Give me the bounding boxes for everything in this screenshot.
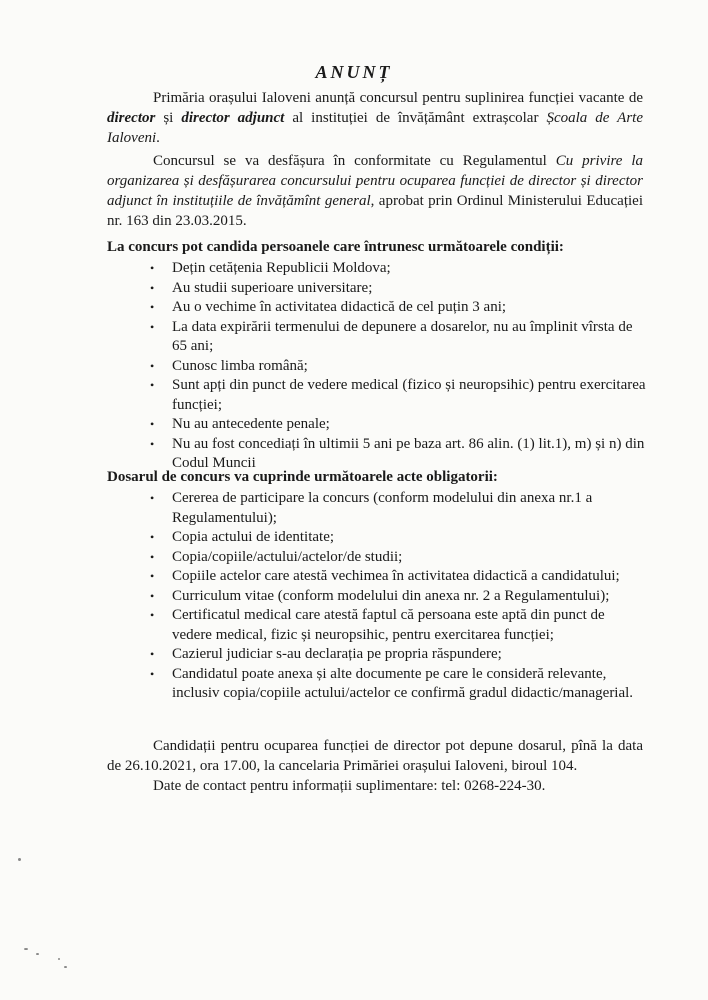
bullet-icon: • [150, 261, 155, 275]
list-item [146, 489, 646, 528]
list-item-text: Cunosc limba română; [172, 357, 308, 374]
list-item-text: Nu au antecedente penale; [172, 416, 330, 432]
list-item-text: Cererea de participare la concurs (conform modelului din anexa nr.1 a Regulamentului); [172, 490, 593, 526]
conditions-heading: La concurs pot candida persoanele care întrunesc următoarele condiții: [107, 239, 564, 255]
list-item [146, 645, 646, 665]
bullet-icon: • [150, 300, 155, 314]
list-item-text: Au studii superioare universitare; [172, 279, 373, 296]
list-item-text: Au o vechime în activitatea didactică de cel puțin 3 ani; [172, 299, 507, 315]
emphasis-italic: Școala de Arte Ialoveni [107, 110, 643, 146]
list-item [146, 298, 646, 318]
list-item-text: Nu au fost concediați în ultimii 5 ani pe baza art. 86 alin. (1) lit.1), m) și n) din Codul Muncii [172, 435, 645, 471]
bullet-icon: • [150, 608, 155, 622]
bullet-icon: • [150, 436, 155, 451]
bullet-icon: • [150, 280, 155, 295]
text-run: . [156, 130, 160, 146]
bullet-icon: • [150, 647, 155, 661]
list-item-text: Cazierul judiciar s-au declarația pe propria răspundere; [172, 646, 502, 662]
list-item [146, 528, 646, 548]
bullet-icon: • [150, 549, 155, 564]
text-run: al instituției de învățământ extrașcolar [284, 110, 547, 126]
list-item [146, 606, 646, 645]
bullet-icon: • [150, 358, 155, 373]
list-item-text: Copia/copiile/actului/actelor/de studii; [172, 548, 403, 565]
scan-speck [36, 953, 39, 955]
list-item [146, 259, 646, 279]
bullet-icon: • [150, 417, 155, 431]
emphasis-bold-italic: director adjunct [181, 110, 285, 126]
list-item [146, 415, 646, 435]
contact-paragraph: Date de contact pentru informații suplimentare: tel: 0268-224-30. [153, 778, 546, 794]
bullet-icon: • [150, 530, 155, 544]
bullet-icon: • [150, 319, 155, 334]
scan-speck [18, 858, 21, 861]
list-item [146, 548, 646, 568]
list-item-text: Curriculum vitae (conform modelului din anexa nr. 2 a Regulamentului); [172, 587, 610, 604]
list-item-text: La data expirării termenului de depunere a dosarelor, nu au împlinit vîrsta de 65 ani; [172, 318, 633, 354]
list-item [146, 376, 646, 415]
emphasis-italic: Cu privire la organizarea și desfășurarea concursului pentru ocuparea funcției de director și director adjunct în instituțiile de învățămînt general [107, 153, 643, 209]
emphasis-bold-italic: director [107, 110, 156, 126]
scan-speck [24, 948, 28, 950]
list-item [146, 665, 646, 704]
intro-paragraph-1 [107, 88, 643, 148]
intro-paragraph-2 [107, 151, 643, 231]
list-item-text: Dețin cetățenia Republicii Moldova; [172, 260, 391, 276]
bullet-icon: • [150, 378, 155, 392]
dossier-list [146, 489, 646, 704]
list-item-text: Copiile actelor care atestă vechimea în activitatea didactică a candidatului; [172, 568, 620, 584]
list-item-text: Copia actului de identitate; [172, 529, 335, 545]
list-item [146, 279, 646, 299]
text-run: și [155, 110, 182, 126]
scan-speck [58, 958, 60, 960]
bullet-icon: • [150, 588, 155, 603]
text-run: Concursul se va desfășura în conformitate cu Regulamentul [153, 153, 556, 169]
bullet-icon: • [150, 491, 155, 505]
scan-speck [64, 966, 67, 968]
text-run: , aprobat prin Ordinul Ministerului Educației nr. 163 din 23.03.2015. [107, 193, 643, 229]
list-item-text: Sunt apți din punct de vedere medical (fizico și neuropsihic) pentru exercitarea funcției; [172, 377, 646, 413]
bullet-icon: • [150, 569, 155, 583]
dossier-heading: Dosarul de concurs va cuprinde următoarele acte obligatorii: [107, 469, 498, 485]
list-item [146, 318, 646, 357]
list-item [146, 567, 646, 587]
list-item [146, 587, 646, 607]
conditions-list [146, 259, 646, 474]
list-item [146, 357, 646, 377]
page-title: ANUNȚ [315, 62, 393, 82]
text-run: Primăria orașului Ialoveni anunță concursul pentru suplinirea funcției vacante de [153, 90, 643, 106]
deadline-paragraph: Candidații pentru ocuparea funcției de director pot depune dosarul, pînă la data de 26.10.2021, ora 17.00, la cancelaria Primăriei orașului Ialoveni, biroul 104. [107, 738, 643, 774]
bullet-icon: • [150, 666, 155, 681]
list-item-text: Certificatul medical care atestă faptul că persoana este aptă din punct de vedere medical, fizic și neuropsihic, pentru exercitarea funcției; [172, 607, 605, 643]
list-item-text: Candidatul poate anexa și alte documente pe care le consideră relevante, inclusiv copia/copiile actului/actelor ce confirmă gradul didactic/managerial. [172, 665, 634, 701]
